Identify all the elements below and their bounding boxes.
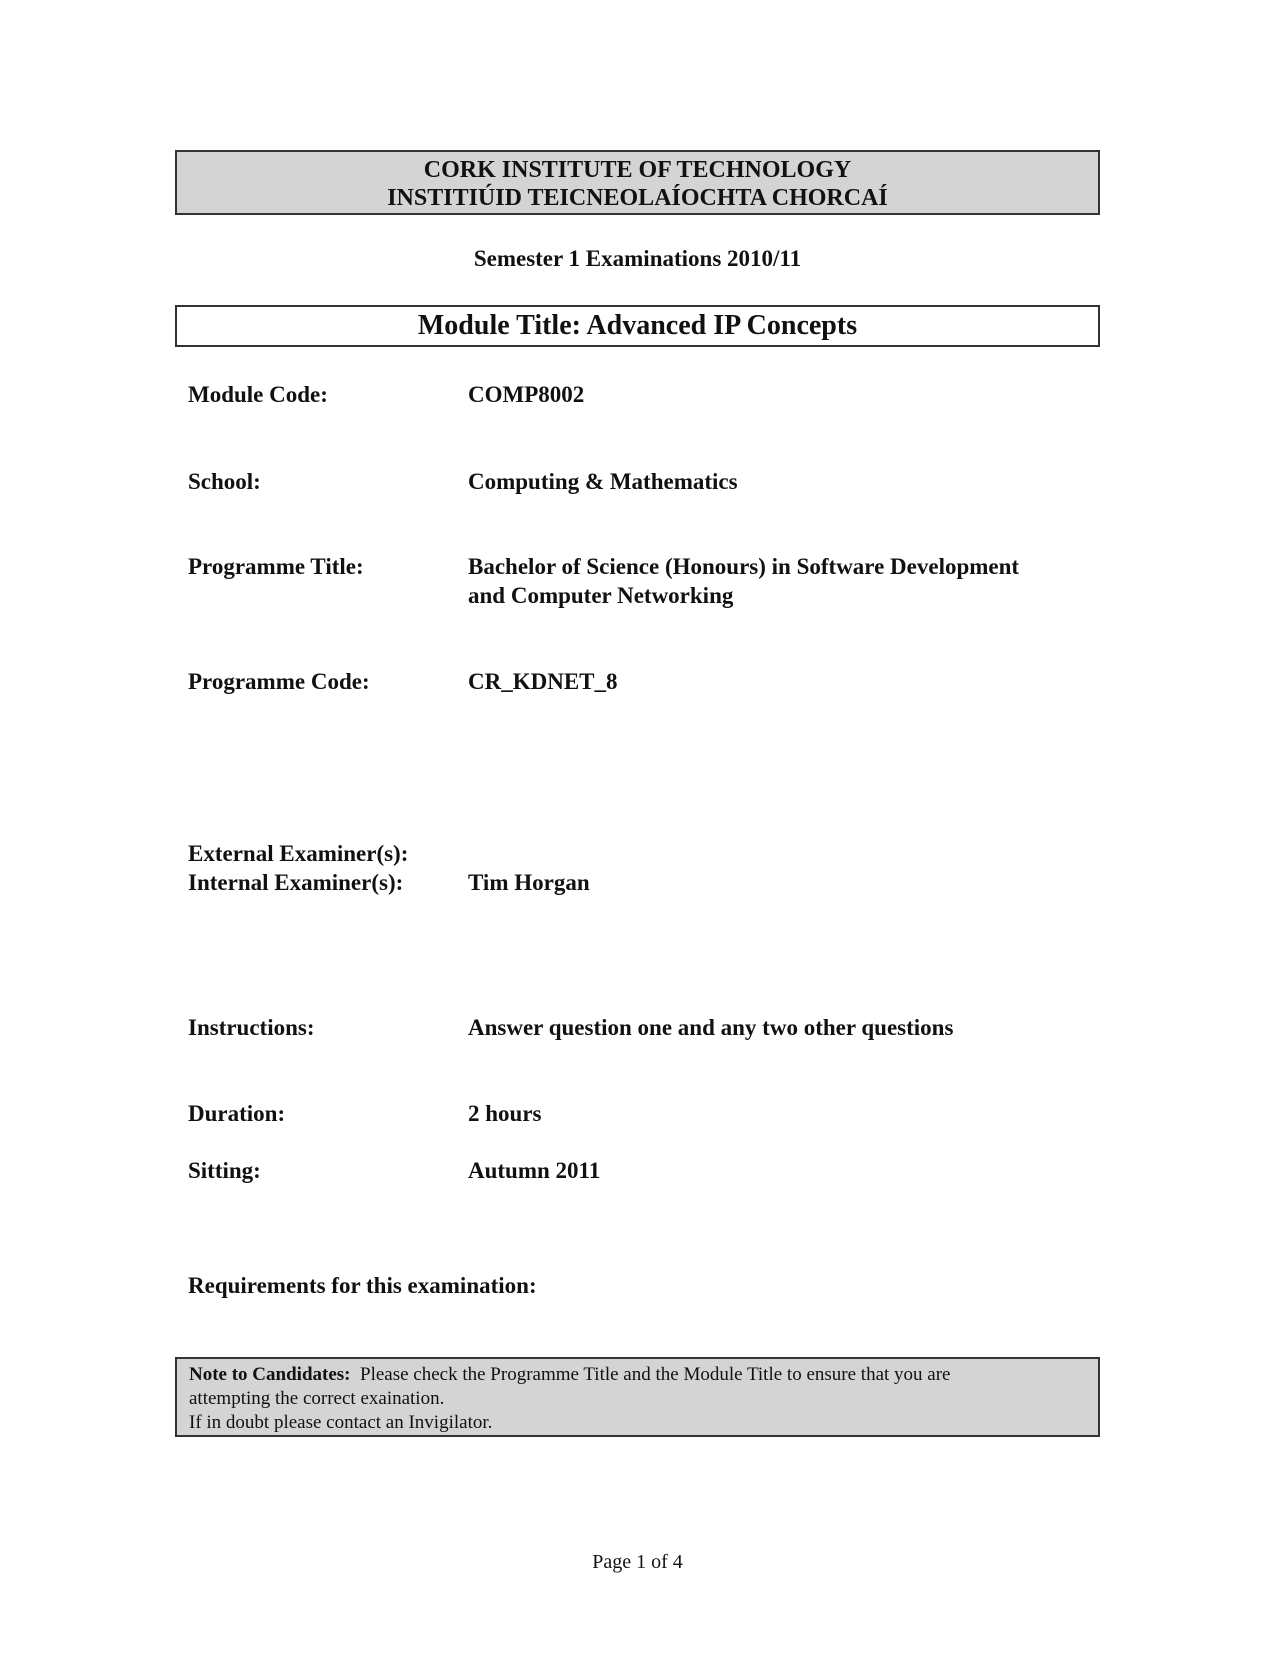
note-label: Note to Candidates: <box>189 1364 351 1385</box>
instructions-value: Answer question one and any two other questions <box>468 1015 954 1040</box>
external-examiner-label: External Examiner(s): <box>188 841 409 866</box>
requirements-label: Requirements for this examination: <box>188 1273 537 1298</box>
programme-code-value: CR_KDNET_8 <box>468 669 618 694</box>
module-code-label: Module Code: <box>188 382 328 407</box>
institution-header <box>175 150 1100 215</box>
sitting-value: Autumn 2011 <box>468 1158 601 1183</box>
note-text-1: Please check the Programme Title and the Module Title to ensure that you are <box>360 1364 951 1385</box>
note-line-2: attempting the correct exaination. <box>189 1388 445 1409</box>
module-title-box <box>175 305 1100 347</box>
programme-code-label: Programme Code: <box>188 669 370 694</box>
duration-label: Duration: <box>188 1101 286 1126</box>
page-number: Page 1 of 4 <box>592 1551 683 1573</box>
programme-title-value-line1: Bachelor of Science (Honours) in Software Development <box>468 554 1020 579</box>
module-title: Module Title: Advanced IP Concepts <box>417 310 858 341</box>
internal-examiner-value: Tim Horgan <box>468 870 590 895</box>
school-value: Computing & Mathematics <box>468 469 738 494</box>
school-label: School: <box>188 469 261 494</box>
duration-value: 2 hours <box>468 1101 542 1126</box>
module-code-value: COMP8002 <box>468 382 585 407</box>
instructions-label: Instructions: <box>188 1015 315 1040</box>
institution-name-english: CORK INSTITUTE OF TECHNOLOGY <box>423 157 852 183</box>
note-line-3: If in doubt please contact an Invigilator. <box>189 1412 493 1433</box>
note-to-candidates-box <box>175 1357 1100 1437</box>
sitting-label: Sitting: <box>188 1158 261 1183</box>
internal-examiner-label: Internal Examiner(s): <box>188 870 404 895</box>
programme-title-value-line2: and Computer Networking <box>468 583 734 608</box>
note-line-1 <box>189 1363 1098 1387</box>
semester-heading: Semester 1 Examinations 2010/11 <box>473 246 802 271</box>
programme-title-label: Programme Title: <box>188 554 364 579</box>
institution-name-irish: INSTITIÚID TEICNEOLAÍOCHTA CHORCAÍ <box>387 185 888 211</box>
